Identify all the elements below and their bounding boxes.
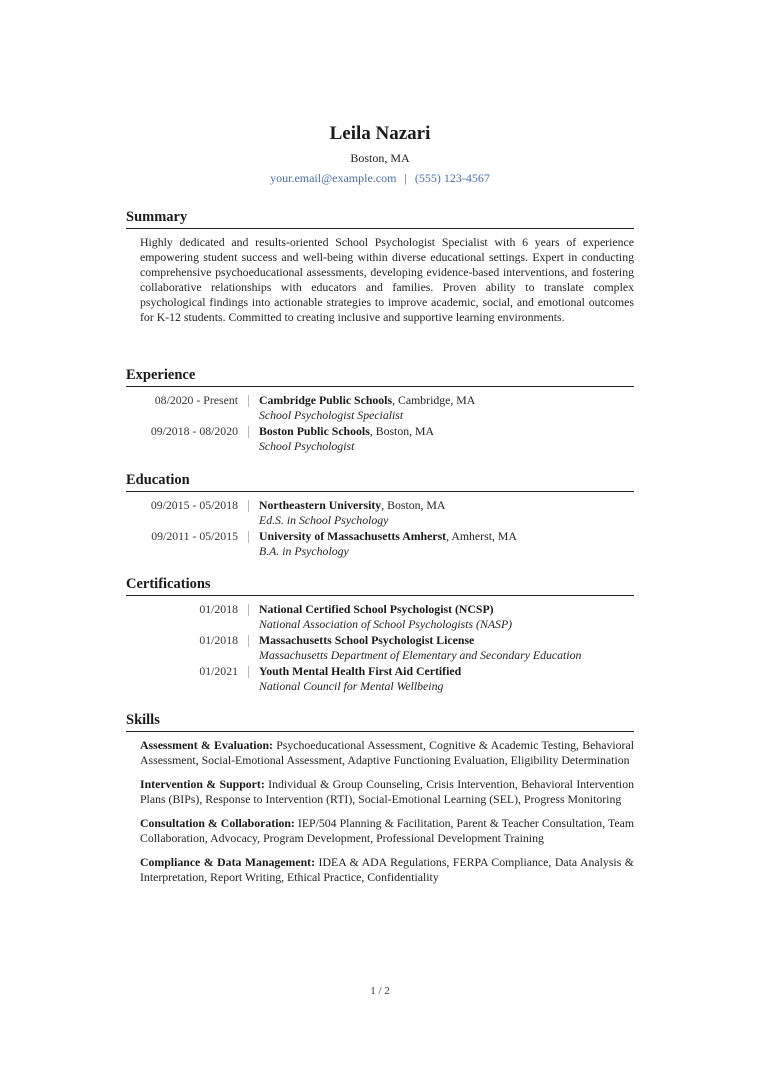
entry-body (249, 424, 634, 454)
entry-issuer: Massachusetts Department of Elementary and Secondary Education (259, 648, 582, 662)
email-link[interactable]: your.email@example.com (270, 171, 397, 185)
experience-section (126, 366, 634, 455)
experience-list (126, 393, 634, 454)
entry-body (249, 664, 634, 694)
entry-body (249, 498, 634, 528)
contact-separator: | (404, 171, 407, 185)
skills-section (126, 711, 634, 894)
experience-entry (126, 393, 634, 423)
entry-body (249, 633, 634, 663)
skill-category: Assessment & Evaluation: (140, 738, 273, 752)
entry-date: 01/2018 (199, 602, 238, 616)
entry-date: 01/2021 (199, 664, 238, 678)
entry-date: 09/2011 - 05/2015 (151, 529, 238, 543)
skill-group (140, 777, 634, 807)
skill-items: Psychoeducational Assessment, Cognitive & Academic Testing, Behavioral Assessment, Social-Emotional Assessment, Adaptive Functioning Evaluation, Eligibility Determination (140, 738, 634, 767)
entry-date: 08/2020 - Present (154, 393, 238, 407)
section-title-experience: Experience (126, 366, 634, 387)
certifications-section (126, 575, 634, 695)
summary-text: Highly dedicated and results-oriented School Psychologist Specialist with 6 years of experience empowering student success and well-being within diverse educational settings. Expert in conducting comprehensive psychoeducational assessments, developing evidence-based interventions, and fostering collaborative relationships with educators and families. Proven ability to translate complex psychological findings into actionable strategies to improve academic, social, and emotional outcomes for K-12 students. Committed to creating inclusive and supportive learning environments. (140, 235, 634, 324)
skill-category: Intervention & Support: (140, 777, 265, 791)
skill-items: IEP/504 Planning & Facilitation, Parent & Teacher Consultation, Team Collaboration, Advocacy, Program Development, Professional Development Training (140, 816, 634, 845)
skill-group (140, 855, 634, 885)
entry-place: , Boston, MA (381, 498, 446, 512)
entry-date: 09/2015 - 05/2018 (150, 498, 238, 512)
candidate-location: Boston, MA (350, 151, 410, 165)
page-number: 1 / 2 (370, 985, 390, 997)
certification-entry (126, 602, 634, 632)
candidate-name: Leila Nazari (329, 123, 431, 144)
skills-list (140, 738, 634, 885)
skill-group (140, 816, 634, 846)
entry-body (249, 529, 634, 559)
entry-role: Ed.S. in School Psychology (259, 513, 389, 527)
education-list (126, 498, 634, 559)
entry-role: School Psychologist Specialist (259, 408, 404, 422)
experience-entry (126, 424, 634, 454)
summary-section (126, 208, 634, 325)
certification-entry (126, 633, 634, 663)
certification-entry (126, 664, 634, 694)
entry-place: , Amherst, MA (446, 529, 517, 543)
resume-header (0, 122, 760, 187)
entry-organization: University of Massachusetts Amherst (259, 529, 447, 543)
skill-items: IDEA & ADA Regulations, FERPA Compliance, Data Analysis & Interpretation, Report Writing, Ethical Practice, Confidentiality (140, 855, 634, 884)
entry-organization: Youth Mental Health First Aid Certified (259, 664, 462, 678)
entry-organization: Massachusetts School Psychologist License (259, 633, 475, 647)
skill-group (140, 738, 634, 768)
section-title-education: Education (126, 471, 634, 492)
entry-body (249, 602, 634, 632)
entry-issuer: National Association of School Psychologists (NASP) (259, 617, 513, 631)
section-title-certifications: Certifications (126, 575, 634, 596)
contact-line (0, 169, 760, 187)
entry-place: , Boston, MA (369, 424, 435, 438)
education-entry (126, 498, 634, 528)
skill-category: Compliance & Data Management: (140, 855, 316, 869)
phone-link[interactable]: (555) 123-4567 (414, 171, 490, 185)
entry-organization: National Certified School Psychologist (NCSP) (259, 602, 494, 616)
skill-category: Consultation & Collaboration: (140, 816, 295, 830)
skill-items: Individual & Group Counseling, Crisis Intervention, Behavioral Intervention Plans (BIPs), Response to Intervention (RTI), Social-Emotional Learning (SEL), Progress Monitoring (140, 777, 635, 806)
entry-role: B.A. in Psychology (259, 544, 349, 558)
section-title-skills: Skills (126, 711, 634, 732)
entry-role: School Psychologist (259, 439, 355, 453)
entry-organization: Boston Public Schools (259, 424, 370, 438)
entry-date: 01/2018 (199, 633, 238, 647)
entry-place: , Cambridge, MA (392, 393, 476, 407)
entry-organization: Northeastern University (259, 498, 382, 512)
certifications-list (126, 602, 634, 694)
entry-organization: Cambridge Public Schools (259, 393, 393, 407)
education-section (126, 471, 634, 560)
entry-body (249, 393, 634, 423)
entry-date: 09/2018 - 08/2020 (150, 424, 238, 438)
entry-issuer: National Council for Mental Wellbeing (259, 679, 444, 693)
education-entry (126, 529, 634, 559)
section-title-summary: Summary (126, 208, 634, 229)
